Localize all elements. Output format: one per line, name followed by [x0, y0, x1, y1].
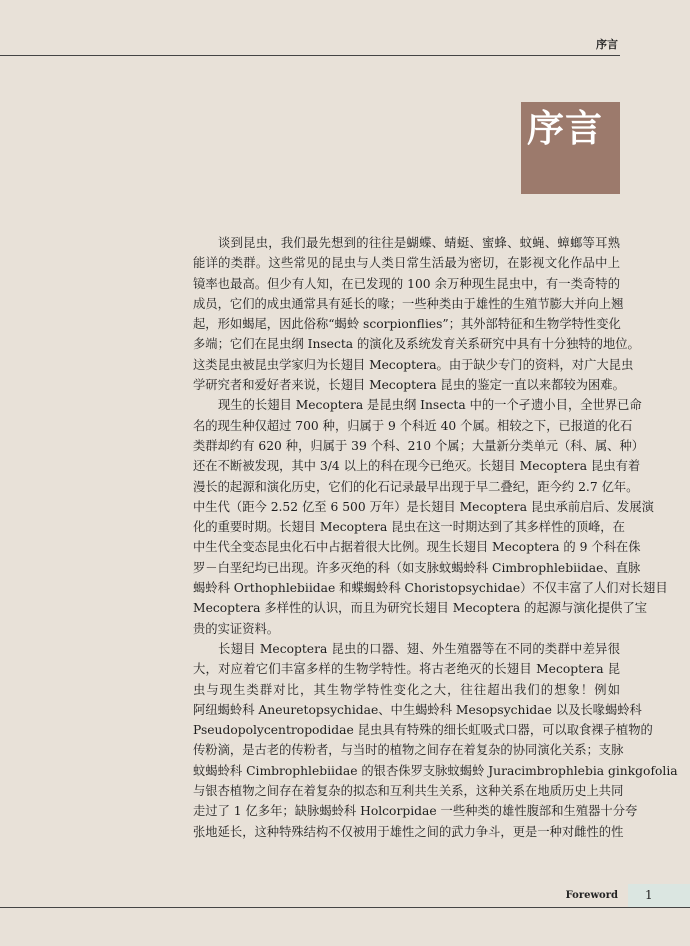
text-line: 能详的类群。这些常见的昆虫与人类日常生活最为密切，在影视文化作品中上: [193, 256, 620, 271]
text-line: 成员，它们的成虫通常具有延长的喙；一些种类由于雄性的生殖节膨大并向上翘: [193, 296, 624, 311]
text-line: 漫长的起源和演化历史，它们的化石记录最早出现于早二叠纪，距今约 2.7 亿年。: [193, 479, 639, 494]
text-line: 中生代全变态昆虫化石中占据着很大比例。现生长翅目 Mecoptera 的 9 个科在侏: [193, 540, 641, 555]
footer-rule: [0, 907, 690, 908]
text-line: 传粉滴，是古老的传粉者，与当时的植物之间存在着复杂的协同演化关系；支脉: [193, 743, 624, 758]
text-line: 起，形如蝎尾，因此俗称“蝎蛉 scorpionflies”；其外部特征和生物学特性变化: [193, 317, 621, 332]
text-line: 大，对应着它们丰富多样的生物学特性。将古老绝灭的长翅目 Mecoptera 昆: [193, 662, 620, 677]
text-line: 多端；它们在昆虫纲 Insecta 的演化及系统发育关系研究中具有十分独特的地位。: [193, 337, 640, 352]
text-line: 类群却约有 620 种，归属于 39 个科、210 个属；大量新分类单元（科、属、种）: [193, 438, 645, 453]
paragraph-3: [193, 639, 678, 842]
text-line: 长翅目 Mecoptera 昆虫的口器、翅、外生殖器等在不同的类群中差异很: [218, 641, 620, 656]
text-line: 与银杏植物之间存在着复杂的拟态和互利共生关系，这种关系在地质历史上共同: [193, 784, 624, 799]
chapter-title-block: [521, 102, 620, 194]
text-line: 这类昆虫被昆虫学家归为长翅目 Mecoptera。由于缺少专门的资料，对广大昆虫: [193, 357, 634, 372]
text-line: Mecoptera 多样性的认识，而且为研究长翅目 Mecoptera 的起源与演化提供了宝: [193, 601, 648, 616]
text-line: 罗－白垩纪均已出现。许多灭绝的科（如支脉蚊蝎蛉科 Cimbrophlebiidae、直脉: [193, 560, 641, 575]
text-line: 谈到昆虫，我们最先想到的往往是蝴蝶、蜻蜓、蜜蜂、蚊蝇、蟑螂等耳熟: [218, 236, 620, 250]
text-line: 现生的长翅目 Mecoptera 是昆虫纲 Insecta 中的一个孑遗小目，全世界已命: [218, 398, 642, 413]
text-line: 虫与现生类群对比，其生物学特性变化之大，往往超出我们的想象！例如: [193, 682, 620, 697]
running-header-title: 序言: [596, 38, 618, 51]
paragraph-1: [193, 233, 640, 395]
header-rule: [0, 55, 620, 56]
paragraph-2: [193, 395, 668, 639]
text-line: 镜率也最高。但少有人知，在已发现的 100 余万种现生昆虫中，有一类奇特的: [193, 276, 620, 291]
body-text: [193, 233, 678, 842]
text-line: 贵的实证资料。: [193, 621, 280, 636]
page-number-box: [628, 884, 690, 907]
text-line: 化的重要时期。长翅目 Mecoptera 昆虫在这一时期达到了其多样性的顶峰，在: [193, 520, 625, 535]
text-line: 名的现生种仅超过 700 种，归属于 9 个科近 40 个属。相较之下，已报道的化石: [193, 418, 633, 433]
text-line: 阿纽蝎蛉科 Aneuretopsychidae、中生蝎蛉科 Mesopsychidae 以及长喙蝎蛉科: [193, 702, 642, 717]
text-line: 张地延长，这种特殊结构不仅被用于雄性之间的武力争斗，更是一种对雌性的性: [193, 824, 624, 839]
text-line: 学研究者和爱好者来说，长翅目 Mecoptera 昆虫的鉴定一直以来都较为困难。: [193, 378, 625, 393]
page-number: 1: [645, 888, 653, 902]
text-line: 中生代（距今 2.52 亿至 6 500 万年）是长翅目 Mecoptera 昆虫承前启后、发展演: [193, 499, 654, 514]
text-line: 还在不断被发现，其中 3/4 以上的科在现今已绝灭。长翅目 Mecoptera 昆虫有着: [193, 459, 641, 474]
text-line: 蝎蛉科 Orthophlebiidae 和蝶蝎蛉科 Choristopsychidae）不仅丰富了人们对长翅目: [193, 581, 668, 596]
text-line: 走过了 1 亿多年；缺脉蝎蛉科 Holcorpidae 一些种类的雄性腹部和生殖器十分夸: [193, 804, 638, 819]
text-line: Pseudopolycentropodidae 昆虫具有特殊的细长虹吸式口器，可以取食裸子植物的: [193, 723, 653, 738]
footer-label: Foreword: [565, 890, 618, 901]
text-line: 蚊蝎蛉科 Cimbrophlebiidae 的银杏侏罗支脉蚊蝎蛉 Juracimbrophlebia ginkgofolia: [193, 763, 678, 778]
chapter-title: 序言: [527, 107, 603, 150]
